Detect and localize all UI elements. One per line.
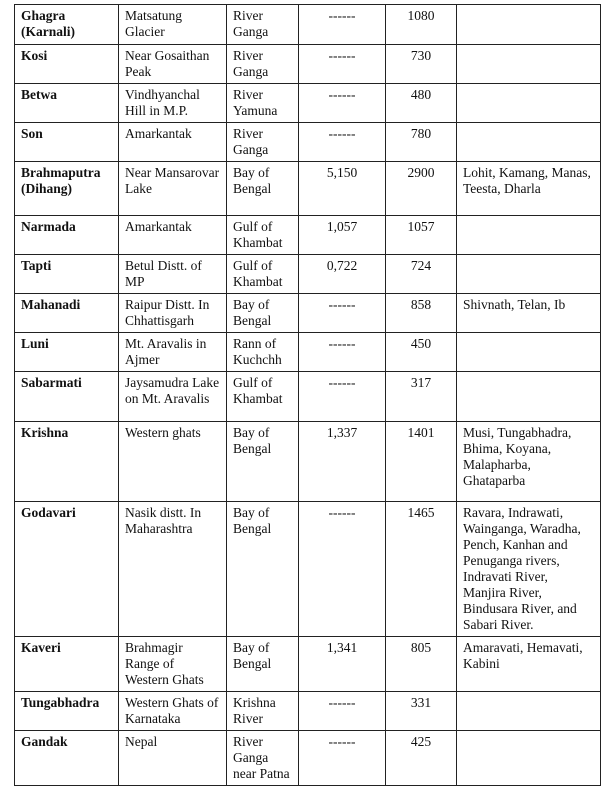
length-cell: 331 [386,692,457,731]
table-row [15,255,601,294]
end-point-cell: River Ganga [227,123,299,162]
area-cell: 1,337 [299,422,386,502]
origin-cell: Matsatung Glacier [119,5,227,45]
area-cell: 0,722 [299,255,386,294]
tributaries-cell [457,731,601,786]
length-cell: 2900 [386,162,457,216]
table-row [15,216,601,255]
origin-cell: Western Ghats of Karnataka [119,692,227,731]
table-row [15,45,601,84]
table-row [15,502,601,637]
tributaries-cell: Musi, Tungabhadra, Bhima, Koyana, Malapharba, Ghataparba [457,422,601,502]
length-cell: 805 [386,637,457,692]
origin-cell: Nasik distt. In Maharashtra [119,502,227,637]
origin-cell: Betul Distt. of MP [119,255,227,294]
area-cell: ------ [299,294,386,333]
origin-cell: Western ghats [119,422,227,502]
tributaries-cell [457,333,601,372]
end-point-cell: Gulf of Khambat [227,372,299,422]
origin-cell: Mt. Aravalis in Ajmer [119,333,227,372]
end-point-cell: Bay of Bengal [227,294,299,333]
tributaries-cell [457,123,601,162]
end-point-cell: River Ganga near Patna [227,731,299,786]
river-name-cell: Narmada [15,216,119,255]
river-name-cell: Kaveri [15,637,119,692]
end-point-cell: Bay of Bengal [227,502,299,637]
end-point-cell: River Yamuna [227,84,299,123]
table-row [15,123,601,162]
tributaries-cell: Ravara, Indrawati, Wainganga, Waradha, Pench, Kanhan and Penuganga rivers, Indravati River, Manjira River, Bindusara River, and Sabari River. [457,502,601,637]
tributaries-cell [457,84,601,123]
end-point-cell: Bay of Bengal [227,162,299,216]
origin-cell: Jaysamudra Lake on Mt. Aravalis [119,372,227,422]
river-name-cell: Krishna [15,422,119,502]
area-cell: 1,341 [299,637,386,692]
table-row [15,162,601,216]
area-cell: ------ [299,123,386,162]
origin-cell: Amarkantak [119,216,227,255]
river-name-cell: Tapti [15,255,119,294]
tributaries-cell: Shivnath, Telan, Ib [457,294,601,333]
end-point-cell: River Ganga [227,45,299,84]
end-point-cell: Gulf of Khambat [227,255,299,294]
length-cell: 858 [386,294,457,333]
river-name-cell: Brahmaputra (Dihang) [15,162,119,216]
table-row [15,422,601,502]
tributaries-cell [457,5,601,45]
length-cell: 1080 [386,5,457,45]
river-name-cell: Betwa [15,84,119,123]
river-name-cell: Gandak [15,731,119,786]
river-name-cell: Kosi [15,45,119,84]
length-cell: 450 [386,333,457,372]
origin-cell: Near Gosaithan Peak [119,45,227,84]
length-cell: 780 [386,123,457,162]
origin-cell: Brahmagir Range of Western Ghats [119,637,227,692]
rivers-table [14,4,601,786]
origin-cell: Raipur Distt. In Chhattisgarh [119,294,227,333]
tributaries-cell [457,45,601,84]
origin-cell: Nepal [119,731,227,786]
table-row [15,731,601,786]
end-point-cell: River Ganga [227,5,299,45]
area-cell: ------ [299,45,386,84]
origin-cell: Near Mansarovar Lake [119,162,227,216]
length-cell: 425 [386,731,457,786]
length-cell: 730 [386,45,457,84]
rivers-table-body [15,5,601,786]
tributaries-cell: Amaravati, Hemavati, Kabini [457,637,601,692]
tributaries-cell [457,372,601,422]
river-name-cell: Sabarmati [15,372,119,422]
area-cell: ------ [299,5,386,45]
area-cell: ------ [299,333,386,372]
length-cell: 1465 [386,502,457,637]
origin-cell: Amarkantak [119,123,227,162]
river-name-cell: Mahanadi [15,294,119,333]
length-cell: 317 [386,372,457,422]
river-name-cell: Tungabhadra [15,692,119,731]
table-row [15,333,601,372]
area-cell: ------ [299,84,386,123]
area-cell: ------ [299,692,386,731]
river-name-cell: Godavari [15,502,119,637]
tributaries-cell [457,216,601,255]
area-cell: 5,150 [299,162,386,216]
river-name-cell: Son [15,123,119,162]
table-row [15,294,601,333]
end-point-cell: Krishna River [227,692,299,731]
area-cell: 1,057 [299,216,386,255]
river-name-cell: Ghagra (Karnali) [15,5,119,45]
length-cell: 724 [386,255,457,294]
table-row [15,692,601,731]
area-cell: ------ [299,502,386,637]
end-point-cell: Bay of Bengal [227,422,299,502]
table-row [15,372,601,422]
table-row [15,5,601,45]
length-cell: 480 [386,84,457,123]
table-row [15,84,601,123]
table-row [15,637,601,692]
tributaries-cell [457,255,601,294]
tributaries-cell: Lohit, Kamang, Manas, Teesta, Dharla [457,162,601,216]
end-point-cell: Bay of Bengal [227,637,299,692]
end-point-cell: Gulf of Khambat [227,216,299,255]
length-cell: 1057 [386,216,457,255]
area-cell: ------ [299,372,386,422]
end-point-cell: Rann of Kuchchh [227,333,299,372]
tributaries-cell [457,692,601,731]
river-name-cell: Luni [15,333,119,372]
origin-cell: Vindhyanchal Hill in M.P. [119,84,227,123]
length-cell: 1401 [386,422,457,502]
area-cell: ------ [299,731,386,786]
